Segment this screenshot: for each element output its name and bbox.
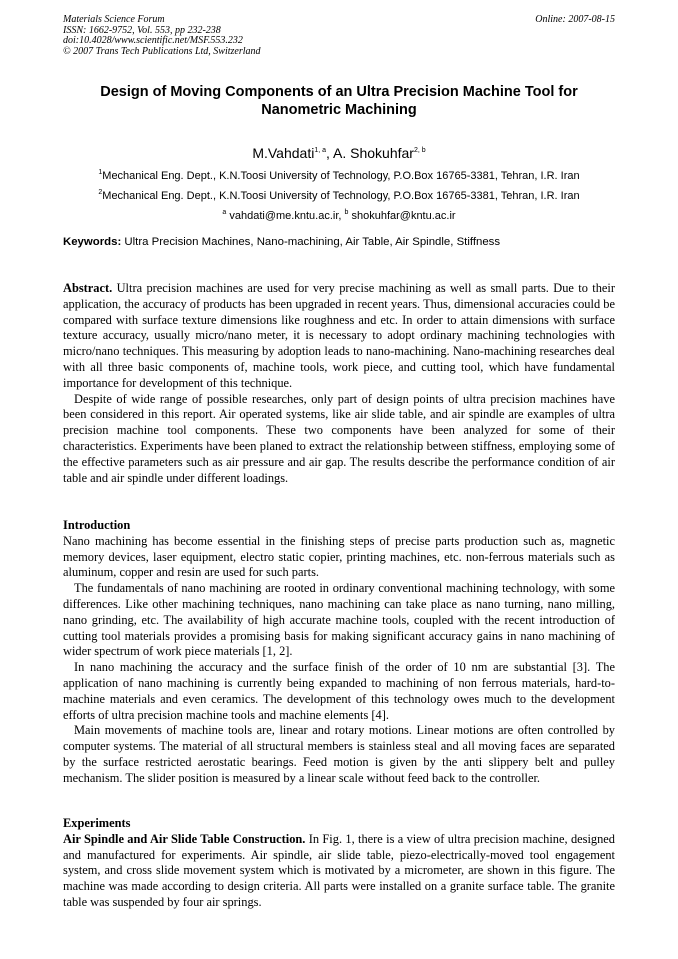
- email-b: shokuhfar@kntu.ac.ir: [351, 210, 456, 222]
- author-2-sup: 2, b: [413, 147, 426, 154]
- intro-paragraph-2: The fundamentals of nano machining are rooted in ordinary conventional machining technology, with some differences. Like other machining techniques, nano machining can take place as nano turning, nano milling, nano grinding, etc. The availability of high accurate machine tools, coupled with the recent introduction of cutting tool materials provides a promising basis for making significant accuracy gains in nano machining of wider spectrum of work piece materials [1, 2].: [63, 581, 615, 659]
- author-2-name: A. Shokuhfar: [333, 145, 414, 161]
- affiliation-2-text: Mechanical Eng. Dept., K.N.Toosi University of Technology, P.O.Box 16765-3381, Tehran, I.R. Iran: [102, 190, 580, 202]
- journal-header: [63, 15, 615, 57]
- abstract-section: [63, 281, 615, 486]
- author-line: [63, 143, 615, 161]
- author-1-sup: 1, a: [314, 147, 327, 154]
- introduction-heading: Introduction: [63, 518, 131, 532]
- journal-name: Materials Science Forum: [63, 14, 165, 25]
- online-date: Online: 2007-08-15: [535, 14, 615, 25]
- affiliation-1-sup: 1: [98, 169, 103, 176]
- affiliation-2-sup: 2: [98, 189, 103, 196]
- abstract-paragraph-2: Despite of wide range of possible researches, only part of design points of ultra precision machines have been considered in this report. Air operated systems, like air slide table, and air spindle are examples of ultra precision machine tool components. These two components have been analyzed for some of their characteristics. Experiments have been planed to extract the relationship between stiffness, employing some of the effective parameters such as air pressure and air gap. The results describe the performance condition of air table and air spindle under different loadings.: [63, 391, 615, 485]
- doi-line: doi:10.4028/www.scientific.net/MSF.553.232: [63, 35, 243, 46]
- intro-paragraph-1: Nano machining has become essential in the finishing steps of precise parts production such as, magnetic memory devices, laser equipment, electro static copier, printing machines, etc. non-ferrous materials such as aluminum, copper and resin are used for such parts.: [63, 533, 615, 580]
- experiments-p1-text: In Fig. 1, there is a view of ultra precision machine, designed and manufactured for experiments. Air spindle, air slide table, piezo-electrically-moved tool engagement system, and cross slide movement system which is motivated by a micrometer, are shown in this figure. The machine was made according to design criteria. All parts were installed on a granite surface table. The granite table was suspended by four air springs.: [63, 831, 615, 909]
- abstract-p1-text: Ultra precision machines are used for very precise machining as well as small parts. Due to their application, the accuracy of products has been upgraded in recent years. Thus, dimensional accuracies could be compared with surface texture dimensions like roughness and etc. In order to attain dimensions with surface texture accuracy, usually micro/nano meter, it is necessary to adopt ordinary machining technologies with micro/nano techniques. This measuring by adoption leads to nano-machining. Nano-machining researches deal with all three basic components of, machine tools, work piece, and cutting tool, which have fundamental importance for development of this technique.: [63, 281, 615, 390]
- abstract-paragraph-1: [63, 281, 615, 392]
- author-separator: ,: [326, 145, 334, 161]
- experiments-heading: Experiments: [63, 816, 131, 830]
- affiliation-2: [63, 186, 615, 203]
- issn-line: ISSN: 1662-9752, Vol. 553, pp 232-238: [63, 24, 221, 36]
- copyright-line: © 2007 Trans Tech Publications Ltd, Switzerland: [63, 45, 261, 57]
- experiments-sub-label: Air Spindle and Air Slide Table Construction.: [63, 831, 306, 846]
- paper-title: Design of Moving Components of an Ultra Precision Machine Tool for Nanometric Machining: [100, 84, 578, 118]
- experiments-paragraph-1: [63, 832, 615, 911]
- experiments-section: [63, 816, 615, 911]
- intro-paragraph-3: In nano machining the accuracy and the surface finish of the order of 10 nm are substantial [3]. The application of nano machining is currently being expanded to machining of non ferrous materials, hard-to-machine materials and even ceramics. The development of this technology owes much to the development efforts of ultra precision machine tools and machine elements [4].: [63, 660, 615, 722]
- email-a: vahdati@me.kntu.ac.ir,: [229, 210, 342, 222]
- email-line: [63, 206, 615, 223]
- intro-paragraph-4: Main movements of machine tools are, linear and rotary motions. Linear motions are often controlled by computer systems. The material of all structural members is stainless steal and all moving faces are separated by the surface restricted aerostatic bearings. Feed motion is given by the anti slippery belt and pulley mechanism. The slider position is measured by a linear scale without feed back to the controller.: [63, 723, 615, 785]
- keywords-line: [63, 235, 615, 249]
- abstract-label: Abstract.: [63, 281, 113, 295]
- affiliation-1: [63, 166, 615, 183]
- keywords-text: Ultra Precision Machines, Nano-machining, Air Table, Air Spindle, Stiffness: [124, 236, 501, 248]
- author-1-name: M.Vahdati: [252, 145, 315, 161]
- email-a-sup: a: [222, 209, 227, 216]
- keywords-label: Keywords:: [63, 236, 122, 248]
- affiliation-1-text: Mechanical Eng. Dept., K.N.Toosi University of Technology, P.O.Box 16765-3381, Tehran, I.R. Iran: [102, 170, 580, 182]
- email-b-sup: b: [344, 209, 349, 216]
- introduction-section: [63, 518, 615, 787]
